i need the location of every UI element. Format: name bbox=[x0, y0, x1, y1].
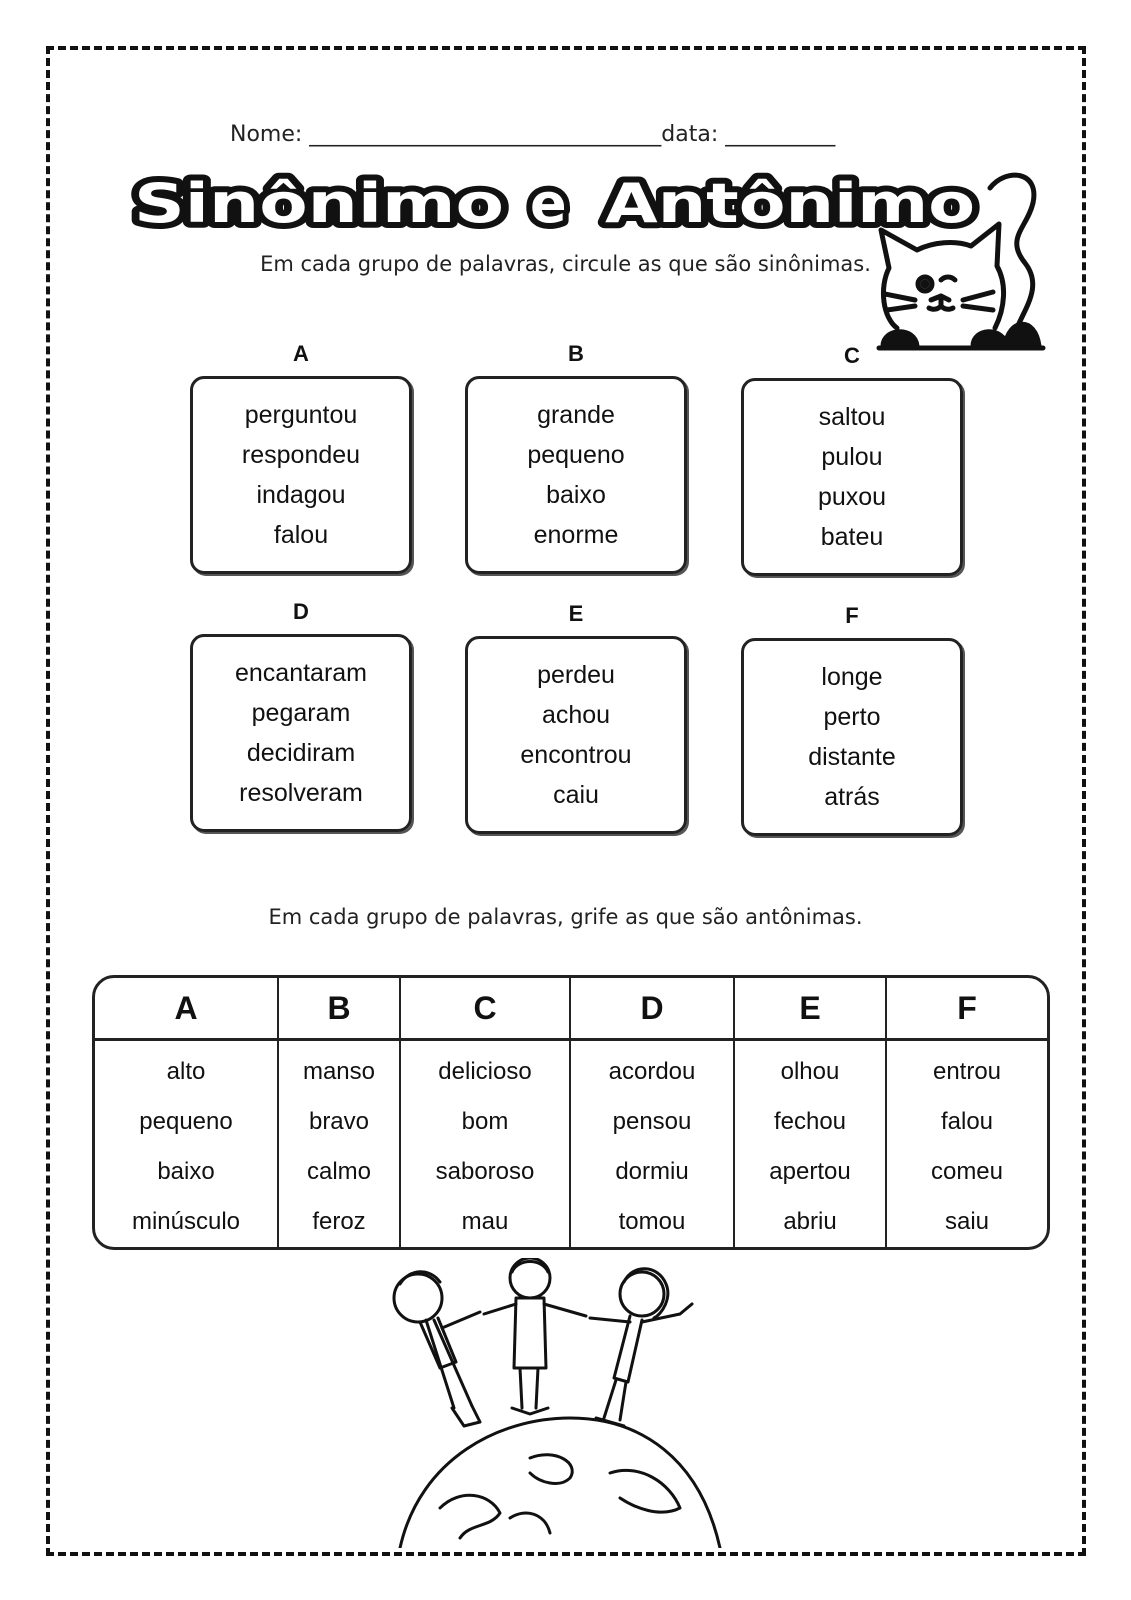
word-box bbox=[190, 634, 412, 832]
group-letter: A bbox=[293, 341, 309, 366]
word-item[interactable]: minúsculo bbox=[131, 1208, 241, 1235]
word-item[interactable]: falou bbox=[940, 1108, 994, 1135]
synonym-group-f bbox=[741, 600, 963, 836]
antonym-table bbox=[92, 975, 1050, 1250]
column-header: A bbox=[95, 978, 277, 1041]
word-item[interactable]: pequeno bbox=[527, 441, 625, 469]
antonym-column-a bbox=[95, 978, 279, 1247]
antonym-instruction: Em cada grupo de palavras, grife as que são antônimas. bbox=[268, 905, 863, 929]
antonym-column-b bbox=[279, 978, 401, 1247]
word-item[interactable]: manso bbox=[302, 1058, 376, 1085]
word-item[interactable]: distante bbox=[808, 743, 896, 771]
word-item[interactable]: puxou bbox=[817, 483, 887, 511]
word-item[interactable]: dormiu bbox=[615, 1158, 689, 1185]
date-field[interactable]: data: __________ bbox=[661, 122, 836, 147]
name-date-line bbox=[230, 122, 930, 147]
cat-icon bbox=[875, 168, 1055, 358]
column-header: C bbox=[401, 978, 569, 1041]
word-item[interactable]: bravo bbox=[308, 1108, 370, 1135]
word-item[interactable]: tomou bbox=[618, 1208, 686, 1235]
worksheet-title bbox=[130, 172, 990, 234]
word-box bbox=[190, 376, 412, 574]
word-item[interactable]: saboroso bbox=[435, 1158, 535, 1185]
word-item[interactable]: achou bbox=[541, 701, 611, 729]
word-item[interactable]: saltou bbox=[818, 403, 886, 431]
word-item[interactable]: comeu bbox=[930, 1158, 1004, 1185]
word-item[interactable]: baixo bbox=[157, 1158, 215, 1185]
word-item[interactable]: perto bbox=[823, 703, 881, 731]
word-item[interactable]: fechou bbox=[773, 1108, 847, 1135]
word-item[interactable]: respondeu bbox=[241, 441, 361, 469]
word-item[interactable]: resolveram bbox=[239, 779, 363, 807]
group-letter: C bbox=[844, 343, 860, 368]
antonym-column-f bbox=[887, 978, 1047, 1247]
column-header: F bbox=[887, 978, 1047, 1041]
column-header: B bbox=[279, 978, 399, 1041]
synonym-group-e bbox=[465, 598, 687, 834]
word-item[interactable]: acordou bbox=[608, 1058, 696, 1085]
word-box bbox=[741, 638, 963, 836]
word-box bbox=[741, 378, 963, 576]
word-box bbox=[465, 636, 687, 834]
word-item[interactable]: bateu bbox=[820, 523, 884, 551]
word-item[interactable]: apertou bbox=[769, 1158, 851, 1185]
group-letter: D bbox=[293, 599, 309, 624]
word-item[interactable]: pequeno bbox=[139, 1108, 233, 1135]
word-item[interactable]: perdeu bbox=[537, 661, 615, 689]
column-header: D bbox=[571, 978, 733, 1041]
word-item[interactable]: olhou bbox=[780, 1058, 840, 1085]
word-item[interactable]: pulou bbox=[821, 443, 883, 471]
word-box bbox=[465, 376, 687, 574]
name-field[interactable]: Nome: ________________________________ bbox=[230, 122, 662, 147]
word-item[interactable]: indagou bbox=[256, 481, 346, 509]
word-item[interactable]: longe bbox=[821, 663, 883, 691]
antonym-column-d bbox=[571, 978, 735, 1247]
synonym-group-a bbox=[190, 338, 412, 574]
word-item[interactable]: delicioso bbox=[438, 1058, 532, 1085]
word-item[interactable]: atrás bbox=[824, 783, 880, 811]
word-item[interactable]: grande bbox=[537, 401, 615, 429]
synonym-group-b bbox=[465, 338, 687, 574]
word-item[interactable]: mau bbox=[461, 1208, 509, 1235]
word-item[interactable]: calmo bbox=[306, 1158, 372, 1185]
synonym-group-c bbox=[741, 340, 963, 576]
word-item[interactable]: encantaram bbox=[234, 659, 368, 687]
children-on-globe-icon bbox=[380, 1258, 740, 1548]
word-item[interactable]: decidiram bbox=[246, 739, 356, 767]
word-item[interactable]: pensou bbox=[612, 1108, 692, 1135]
word-item[interactable]: alto bbox=[166, 1058, 206, 1085]
title-part1: Sinônimo bbox=[134, 172, 504, 234]
title-conj: e bbox=[530, 172, 567, 234]
word-item[interactable]: baixo bbox=[546, 481, 606, 509]
word-item[interactable]: saiu bbox=[944, 1208, 990, 1235]
word-item[interactable]: abriu bbox=[783, 1208, 837, 1235]
word-item[interactable]: enorme bbox=[533, 521, 619, 549]
word-item[interactable]: perguntou bbox=[244, 401, 358, 429]
word-item[interactable]: caiu bbox=[553, 781, 599, 809]
group-letter: E bbox=[568, 601, 584, 626]
antonym-column-e bbox=[735, 978, 887, 1247]
title-part2: Antônimo bbox=[605, 172, 975, 234]
antonym-column-c bbox=[401, 978, 571, 1247]
column-header: E bbox=[735, 978, 885, 1041]
group-letter: B bbox=[568, 341, 584, 366]
group-letter: F bbox=[845, 603, 859, 628]
synonym-group-d bbox=[190, 596, 412, 832]
word-item[interactable]: feroz bbox=[312, 1208, 366, 1235]
word-item[interactable]: falou bbox=[273, 521, 329, 549]
word-item[interactable]: entrou bbox=[932, 1058, 1002, 1085]
synonym-instruction: Em cada grupo de palavras, circule as que são sinônimas. bbox=[260, 252, 871, 276]
word-item[interactable]: pegaram bbox=[251, 699, 351, 727]
word-item[interactable]: encontrou bbox=[520, 741, 632, 769]
word-item[interactable]: bom bbox=[461, 1108, 509, 1135]
